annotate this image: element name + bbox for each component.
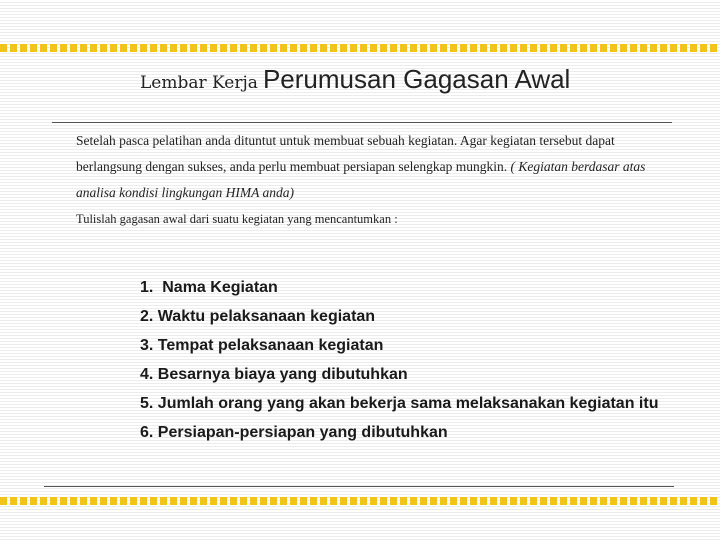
list-item-number: 3. [140, 337, 158, 354]
decorative-dotted-border-bottom [0, 497, 720, 505]
list-item-number: 1. [140, 279, 163, 296]
divider-bottom [44, 486, 674, 487]
intro-text: Setelah pasca pelatihan anda dituntut untuk membuat sebuah kegiatan. Agar kegiatan tersebut dapat berlangsung dengan sukses, anda perlu membuat persiapan selengkap mungkin. [76, 133, 615, 174]
list-item-text: Waktu pelaksanaan kegiatan [157, 308, 376, 325]
list-item [140, 365, 660, 385]
list-item-number: 5. [140, 395, 158, 412]
list-item-text: Nama Kegiatan [162, 279, 278, 296]
list-item [140, 336, 660, 356]
list-item-text: Persiapan-persiapan yang dibutuhkan [157, 424, 448, 441]
title-main: Perumusan Gagasan Awal [262, 64, 571, 94]
instruction-text: Tulislah gagasan awal dari suatu kegiatan yang mencantumkan : [76, 212, 398, 226]
page-title [140, 64, 570, 95]
requirement-list [140, 278, 660, 452]
list-item [140, 278, 660, 298]
list-item-text: Tempat pelaksanaan kegiatan [157, 337, 384, 354]
list-item [140, 307, 660, 327]
list-item-text: Jumlah orang yang akan bekerja sama melaksanakan kegiatan itu [157, 395, 659, 412]
divider-top [52, 122, 672, 123]
intro-note: ( Kegiatan berdasar atas analisa kondisi lingkungan HIMA anda) [76, 159, 646, 200]
title-prefix: Lembar Kerja [140, 73, 258, 93]
decorative-dotted-border-top [0, 44, 720, 52]
intro-paragraph [76, 128, 676, 206]
list-item [140, 394, 660, 414]
list-item-text: Besarnya biaya yang dibutuhkan [157, 366, 408, 383]
list-item-number: 6. [140, 424, 158, 441]
list-item [140, 423, 660, 443]
list-item-number: 2. [140, 308, 158, 325]
list-item-number: 4. [140, 366, 158, 383]
